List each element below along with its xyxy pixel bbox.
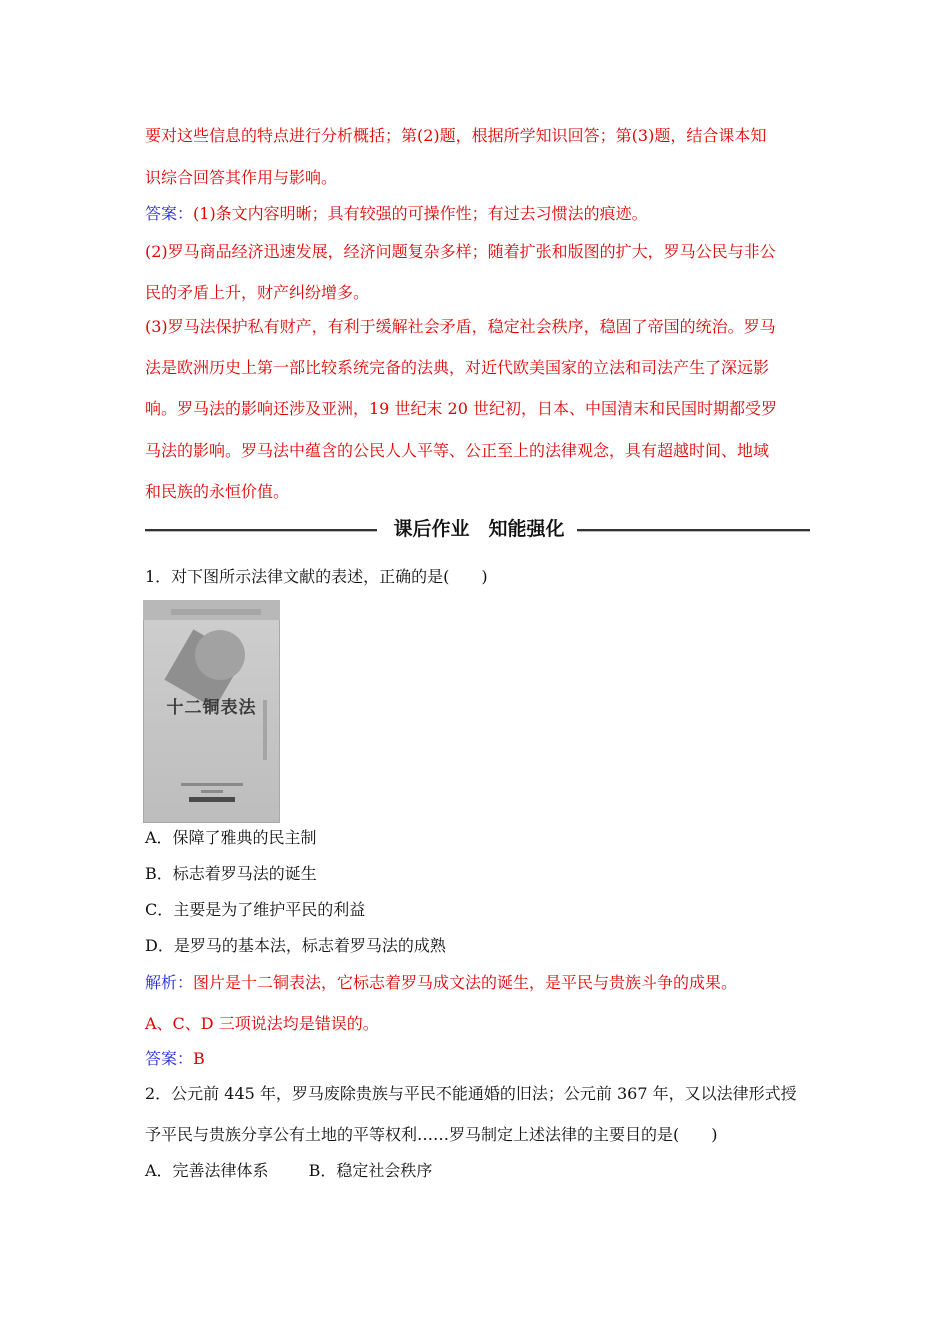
question-2-stem-line-1: 2．公元前 445 年，罗马废除贵族与平民不能通婚的旧法；公元前 367 年，又以法律形式授 — [145, 1084, 797, 1103]
analysis-text-1: 图片是十二铜表法，它标志着罗马成文法的诞生，是平民与贵族斗争的成果。 — [193, 973, 738, 992]
intro-line-1: 要对这些信息的特点进行分析概括；第(2)题，根据所学知识回答；第(3)题，结合课本知 — [145, 126, 767, 145]
question-2-stem-line-2: 予平民与贵族分享公有土地的平等权利……罗马制定上述法律的主要目的是( ) — [145, 1125, 718, 1144]
twelve-tables-book-image — [143, 600, 280, 823]
analysis-label: 解析： — [145, 973, 194, 992]
answer-3-line-3: 响。罗马法的影响还涉及亚洲，19 世纪末 20 世纪初，日本、中国清末和民国时期都受罗 — [145, 399, 777, 418]
book-series-bar — [171, 609, 261, 615]
answer-3-line-1: (3)罗马法保护私有财产，有利于缓解社会矛盾，稳定社会秩序，稳固了帝国的统治。罗马 — [145, 317, 776, 336]
question-1-analysis — [145, 972, 737, 994]
answer-2-line-1: (2)罗马商品经济迅速发展，经济问题复杂多样；随着扩张和版图的扩大，罗马公民与非公 — [145, 242, 776, 261]
answer-3-line-2: 法是欧洲历史上第一部比较系统完备的法典，对近代欧美国家的立法和司法产生了深远影 — [145, 358, 770, 377]
section-heading: 课后作业 知能强化 — [393, 518, 565, 540]
question-1-option-c: C．主要是为了维护平民的利益 — [145, 900, 366, 919]
answer-label: 答案： — [145, 204, 194, 223]
divider-rule-right — [577, 529, 810, 532]
question-1-option-a: A．保障了雅典的民主制 — [145, 828, 317, 847]
section-divider — [145, 514, 810, 544]
divider-rule-left — [145, 529, 377, 532]
book-publisher-bar — [189, 797, 235, 802]
q1-answer-label: 答案： — [145, 1049, 194, 1068]
book-cover-title: 十二铜表法 — [166, 698, 257, 718]
answer-3-line-5: 和民族的永恒价值。 — [145, 482, 290, 501]
book-foot-line-2 — [201, 790, 223, 793]
answer-3-line-4: 马法的影响。罗马法中蕴含的公民人人平等、公正至上的法律观念，具有超越时间、地域 — [145, 441, 770, 460]
answer-2-line-2: 民的矛盾上升，财产纠纷增多。 — [145, 283, 370, 302]
question-1-option-d: D．是罗马的基本法，标志着罗马法的成熟 — [145, 936, 446, 955]
question-2-options — [145, 1160, 432, 1182]
answer-1 — [145, 203, 648, 225]
question-2-option-b: B．稳定社会秩序 — [308, 1161, 433, 1180]
question-1-stem: 1．对下图所示法律文献的表述，正确的是( ) — [145, 567, 488, 586]
book-spine-mark — [263, 700, 267, 760]
question-1-answer — [145, 1048, 205, 1070]
intro-line-2: 识综合回答其作用与影响。 — [145, 168, 338, 187]
book-foot-line-1 — [181, 783, 243, 786]
answer-1-text: (1)条文内容明晰；具有较强的可操作性；有过去习惯法的痕迹。 — [193, 204, 648, 223]
q1-answer-value: B — [193, 1049, 205, 1068]
question-1-analysis-line-2: A、C、D 三项说法均是错误的。 — [145, 1014, 379, 1033]
question-2-option-a: A．完善法律体系 — [145, 1161, 269, 1180]
question-1-option-b: B．标志着罗马法的诞生 — [145, 864, 317, 883]
